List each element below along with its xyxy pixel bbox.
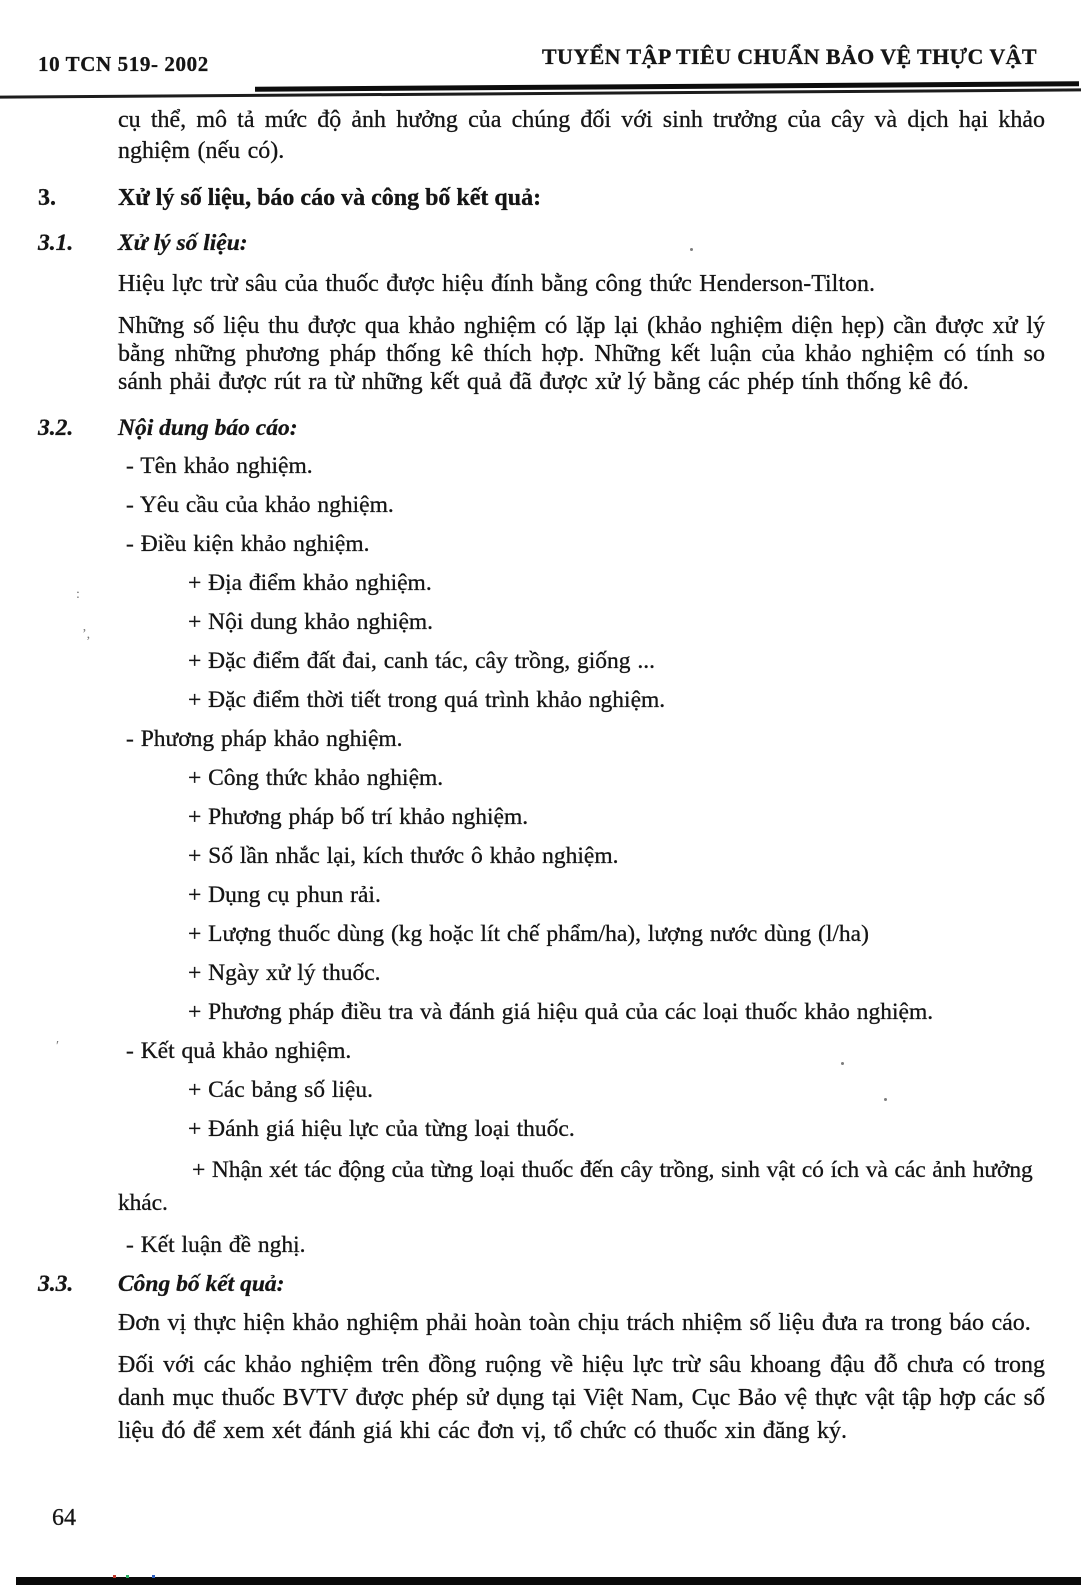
scan-artifact: ’, — [82, 627, 91, 642]
scan-artifact: : — [76, 587, 80, 602]
scan-artifact — [113, 1575, 116, 1578]
report-item-plus: + Công thức khảo nghiệm. — [188, 765, 444, 791]
section-3-1-paragraph-2: Những số liệu thu được qua khảo nghiệm có lặp lại (khảo nghiệm diện hẹp) cần được xử lý bằng những phương pháp thống kê thích hợp. Những kết luận của khảo nghiệm có tính so sánh phải được rút ra từ những kết quả đã được xử lý bằng các phép tính thống kê đó. — [118, 313, 1045, 395]
page-number: 64 — [52, 1505, 76, 1531]
section-3-3-title: Công bố kết quả: — [118, 1271, 285, 1297]
scan-artifact — [152, 1575, 155, 1578]
report-item-dash: - Điều kiện khảo nghiệm. — [126, 531, 370, 557]
report-item-plus: + Ngày xử lý thuốc. — [188, 960, 381, 986]
report-item-plus: + Đặc điểm thời tiết trong quá trình khảo nghiệm. — [188, 687, 666, 713]
section-3-1-number: 3.1. — [38, 230, 74, 256]
scan-artifact — [126, 1575, 129, 1578]
report-item-plus: + Nhận xét tác động của từng loại thuốc đến cây trồng, sinh vật có ích và các ảnh hưởng khác. — [118, 1157, 1033, 1216]
report-item-plus: + Đặc điểm đất đai, canh tác, cây trồng, giống ... — [188, 648, 655, 674]
report-item-dash: - Kết quả khảo nghiệm. — [126, 1038, 352, 1064]
section-3-1-heading — [38, 229, 1045, 257]
report-item-plus: + Phương pháp bố trí khảo nghiệm. — [188, 804, 529, 830]
report-item-plus: + Dụng cụ phun rải. — [188, 882, 381, 908]
scan-artifact — [884, 1098, 887, 1101]
section-3-2-title: Nội dung báo cáo: — [118, 415, 298, 441]
section-3-2-number: 3.2. — [38, 415, 74, 441]
report-item-dash: - Yêu cầu của khảo nghiệm. — [126, 492, 394, 518]
report-item-dash: - Kết luận đề nghị. — [126, 1232, 306, 1258]
section-3-heading — [38, 183, 1045, 213]
intro-continuation-paragraph: cụ thể, mô tả mức độ ảnh hưởng của chúng đối với sinh trưởng của cây và dịch hại khảo nghiệm (nếu có). — [118, 107, 1045, 164]
section-3-title: Xử lý số liệu, báo cáo và công bố kết quả: — [118, 185, 542, 211]
report-item-dash: - Tên khảo nghiệm. — [126, 453, 313, 479]
section-3-3-paragraph-2: Đối với các khảo nghiệm trên đồng ruộng về hiệu lực trừ sâu khoang đậu đỗ chưa có trong danh mục thuốc BVTV được phép sử dụng tại Việt Nam, Cục Bảo vệ thực vật tập hợp các số liệu đó để xem xét đánh giá khi các đơn vị, tổ chức có thuốc xin đăng ký. — [118, 1352, 1045, 1444]
section-3-1-title: Xử lý số liệu: — [118, 230, 248, 256]
section-3-3-paragraph-1: Đơn vị thực hiện khảo nghiệm phải hoàn toàn chịu trách nhiệm số liệu đưa ra trong báo cáo. — [118, 1310, 1031, 1336]
report-item-plus: + Đánh giá hiệu lực của từng loại thuốc. — [188, 1116, 575, 1142]
header-collection-title: TUYỂN TẬP TIÊU CHUẨN BẢO VỆ THỰC VẬT — [541, 44, 1037, 69]
scan-artifact — [690, 248, 693, 251]
report-item-plus: + Số lần nhắc lại, kích thước ô khảo nghiệm. — [188, 843, 619, 869]
report-item-plus: + Phương pháp điều tra và đánh giá hiệu quả của các loại thuốc khảo nghiệm. — [188, 999, 934, 1025]
scan-artifact: ′ — [56, 1039, 60, 1054]
section-3-3-number: 3.3. — [38, 1271, 74, 1297]
section-3-3-heading — [38, 1270, 1045, 1298]
report-item-plus: + Các bảng số liệu. — [188, 1077, 373, 1103]
report-item-dash: - Phương pháp khảo nghiệm. — [126, 726, 403, 752]
scan-artifact — [841, 1062, 844, 1065]
section-3-1-paragraph-1: Hiệu lực trừ sâu của thuốc được hiệu đính bằng công thức Henderson-Tilton. — [118, 271, 876, 297]
header-doc-code: 10 TCN 519- 2002 — [38, 52, 209, 76]
page-body — [38, 105, 1045, 1448]
report-item-plus: + Địa điểm khảo nghiệm. — [188, 570, 432, 596]
section-3-2-heading — [38, 414, 1045, 442]
section-3-number: 3. — [38, 185, 56, 211]
scan-edge-bar — [16, 1577, 1081, 1585]
report-item-plus: + Nội dung khảo nghiệm. — [188, 609, 434, 635]
report-item-plus: + Lượng thuốc dùng (kg hoặc lít chế phẩm/ha), lượng nước dùng (l/ha) — [188, 921, 869, 947]
